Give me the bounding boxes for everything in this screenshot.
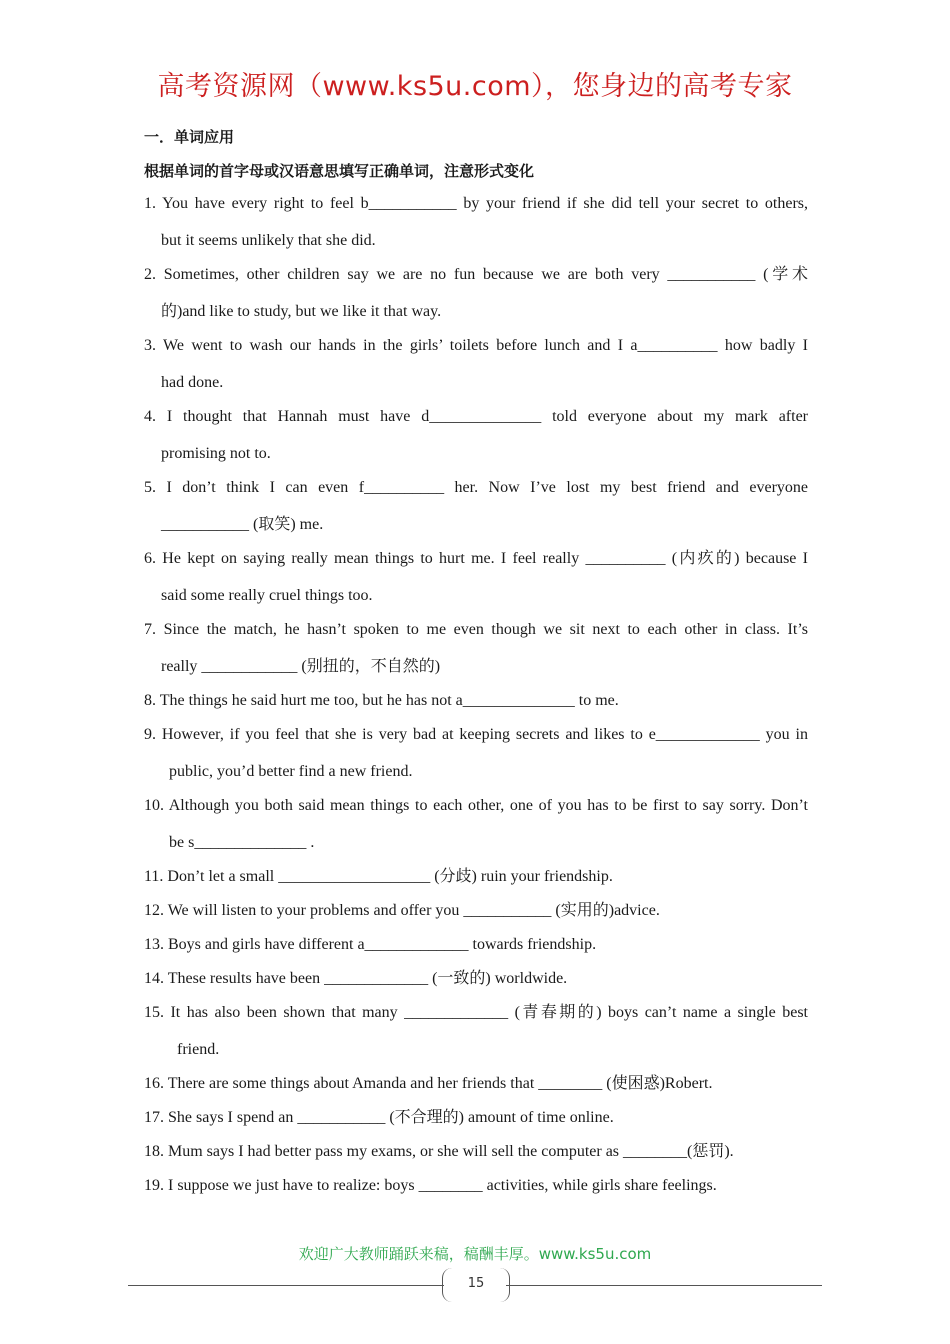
question-15-line-1: 15. It has also been shown that many _____________ (青春期的) boys can’t name a single best [144, 1004, 808, 1021]
question-10-line-2: be s______________ . [169, 834, 315, 851]
question-9 [144, 724, 808, 783]
question-7-line-2: really ____________ (别扭的，不自然的) [161, 658, 441, 675]
question-15-line-2: friend. [177, 1041, 220, 1058]
question-14-line-1: 14. These results have been _____________ (一致的) worldwide. [144, 970, 568, 987]
question-12 [144, 900, 808, 922]
question-4-line-1: 4. I thought that Hannah must have d______________ told everyone about my mark after [144, 408, 808, 425]
question-2-line-2: 的)and like to study, but we like it that way. [161, 303, 442, 320]
question-10 [144, 795, 808, 854]
question-19-line-1: 19. I suppose we just have to realize: boys ________ activities, while girls share feelings. [144, 1177, 717, 1194]
footer-rule-left [128, 1285, 444, 1286]
question-12-line-1: 12. We will listen to your problems and offer you ___________ (实用的)advice. [144, 902, 660, 919]
question-11-line-1: 11. Don’t let a small ___________________ (分歧) ruin your friendship. [144, 868, 613, 885]
question-5-line-2: ___________ (取笑) me. [161, 516, 324, 533]
question-1-line-1: 1. You have every right to feel b___________ by your friend if she did tell your secret to others, [144, 195, 808, 212]
document-body [144, 126, 808, 1209]
question-18 [144, 1141, 808, 1163]
question-7 [144, 619, 808, 678]
question-14 [144, 968, 808, 990]
question-5-line-1: 5. I don’t think I can even f__________ her. Now I’ve lost my best friend and everyone [144, 479, 808, 496]
question-2 [144, 264, 808, 323]
question-3-line-2: had done. [161, 374, 224, 391]
section-title: 一．单词应用 [144, 128, 235, 146]
question-4-line-2: promising not to. [161, 445, 271, 462]
footer-text: 欢迎广大教师踊跃来稿，稿酬丰厚。www.ks5u.com [298, 1245, 652, 1263]
question-9-line-2: public, you’d better find a new friend. [169, 763, 413, 780]
question-19 [144, 1175, 808, 1197]
question-10-line-1: 10. Although you both said mean things to each other, one of you has to be first to say sorry. Don’t [144, 797, 808, 814]
question-7-line-1: 7. Since the match, he hasn’t spoken to me even though we sit next to each other in class. It’s [144, 621, 808, 638]
question-15 [144, 1002, 808, 1061]
question-1-line-2: but it seems unlikely that she did. [161, 232, 376, 249]
question-2-line-1: 2. Sometimes, other children say we are no fun because we are both very ___________ (学术 [144, 266, 808, 283]
question-8 [144, 690, 808, 712]
question-16 [144, 1073, 808, 1095]
question-6-line-1: 6. He kept on saying really mean things to hurt me. I feel really __________ (内疚的) because I [144, 550, 808, 567]
question-9-line-1: 9. However, if you feel that she is very bad at keeping secrets and likes to e_____________ you in [144, 726, 808, 743]
page-number: 15 [442, 1268, 510, 1302]
question-3-line-1: 3. We went to wash our hands in the girls’ toilets before lunch and I a__________ how badly I [144, 337, 808, 354]
question-4 [144, 406, 808, 465]
question-11 [144, 866, 808, 888]
question-13-line-1: 13. Boys and girls have different a_____________ towards friendship. [144, 936, 597, 953]
question-18-line-1: 18. Mum says I had better pass my exams, or she will sell the computer as ________(惩罚). [144, 1143, 734, 1160]
question-6-line-2: said some really cruel things too. [161, 587, 373, 604]
question-16-line-1: 16. There are some things about Amanda and her friends that ________ (使困惑)Robert. [144, 1075, 713, 1092]
site-header-title: 高考资源网（www.ks5u.com），您身边的高考专家 [157, 71, 793, 102]
question-13 [144, 934, 808, 956]
question-17 [144, 1107, 808, 1129]
question-17-line-1: 17. She says I spend an ___________ (不合理的) amount of time online. [144, 1109, 614, 1126]
question-5 [144, 477, 808, 536]
footer-rule-right [506, 1285, 822, 1286]
question-8-line-1: 8. The things he said hurt me too, but he has not a______________ to me. [144, 692, 619, 709]
question-6 [144, 548, 808, 607]
section-instruction: 根据单词的首字母或汉语意思填写正确单词，注意形式变化 [144, 162, 535, 180]
question-1 [144, 193, 808, 252]
question-3 [144, 335, 808, 394]
